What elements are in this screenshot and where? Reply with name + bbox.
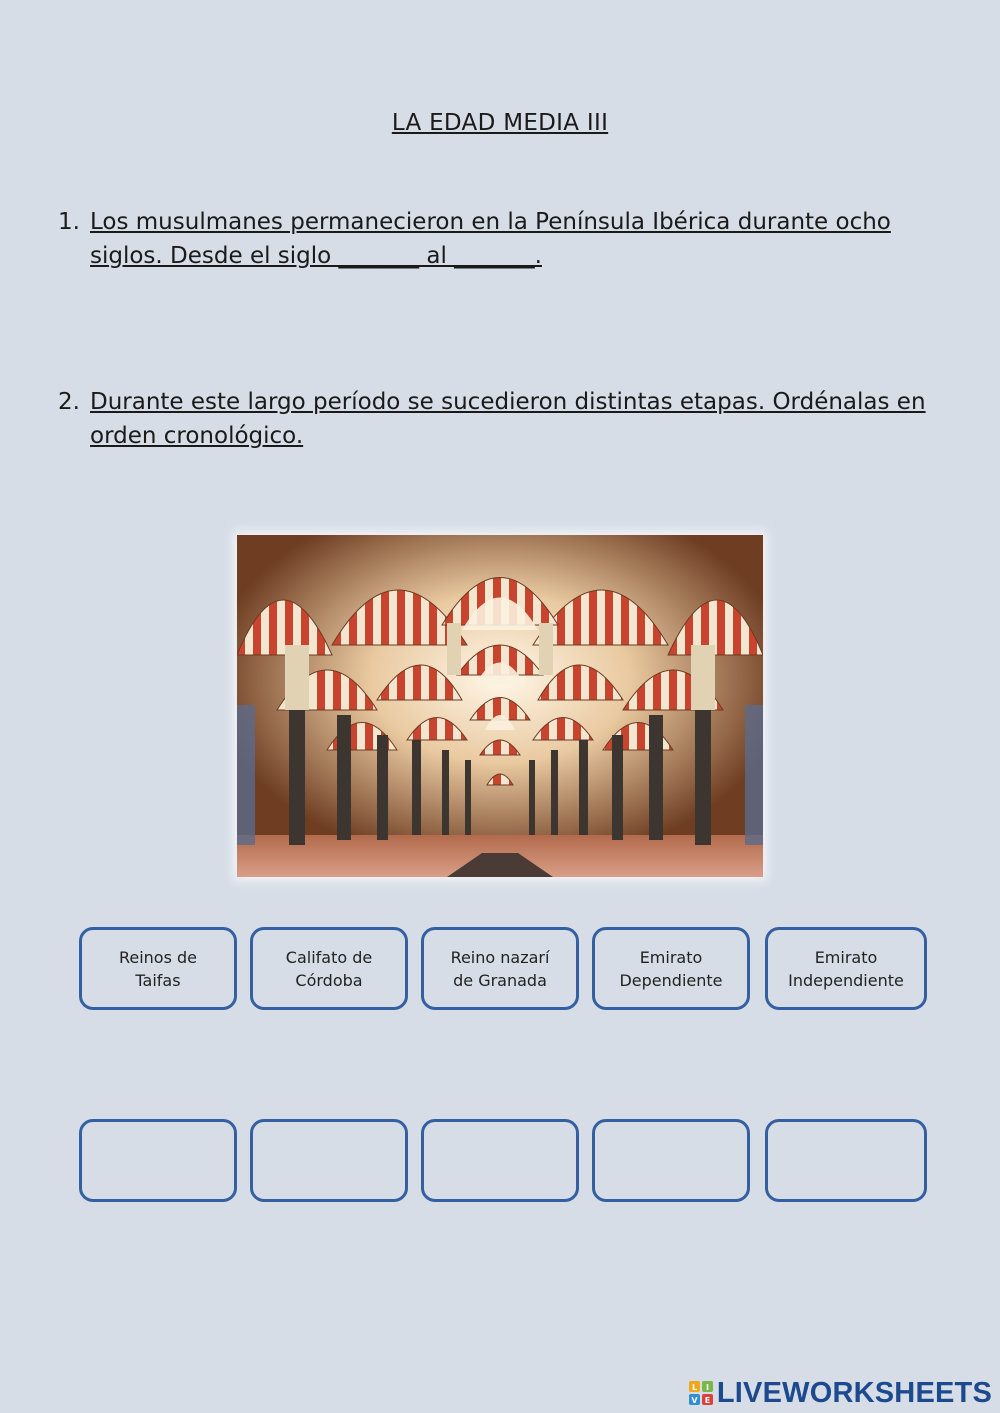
question-1 [58,205,938,273]
card-reinos-de-taifas[interactable] [79,927,237,1010]
card-line: de Granada [453,970,547,990]
card-califato-de-cordoba[interactable] [250,927,408,1010]
drop-slots [79,1119,927,1206]
svg-text:E: E [704,1396,711,1405]
drop-slot-3[interactable] [421,1119,579,1202]
liveworksheets-badge-icon [689,1381,713,1405]
card-line: Taifas [135,970,181,990]
card-line: Emirato [639,947,703,967]
answer-cards [79,927,927,1014]
drop-slot-5[interactable] [765,1119,927,1202]
card-line: Reino nazarí [450,947,550,967]
question-text: Los musulmanes permanecieron en la Península Ibérica durante ocho siglos. Desde el siglo _______ al _______. [90,209,891,269]
drop-slot-4[interactable] [592,1119,750,1202]
mosque-photo [237,535,763,877]
page-title: LA EDAD MEDIA III [391,110,609,136]
card-line: Reinos de [118,947,198,967]
card-line: Califato de [285,947,373,967]
drop-slot-1[interactable] [79,1119,237,1202]
svg-text:I: I [705,1383,709,1392]
card-emirato-dependiente[interactable] [592,927,750,1010]
card-label [451,946,550,992]
card-label [788,946,904,992]
logo-text: LIVEWORKSHEETS [716,1376,992,1409]
question-2 [58,385,938,453]
question-number: 1. [58,209,80,235]
card-line: Independiente [788,970,904,990]
question-number: 2. [58,389,80,415]
svg-text:V: V [691,1396,698,1405]
card-reino-nazari-de-granada[interactable] [421,927,579,1010]
drop-slot-2[interactable] [250,1119,408,1202]
svg-text:L: L [691,1383,697,1392]
card-line: Córdoba [295,970,363,990]
question-text: Durante este largo período se sucedieron distintas etapas. Ordénalas en orden cronológico. [90,389,926,449]
card-label [619,946,722,992]
liveworksheets-logo[interactable] [689,1376,992,1410]
card-line: Emirato [814,947,878,967]
card-line: Dependiente [619,970,723,990]
card-label [119,946,197,992]
card-label [286,946,372,992]
mezquita-arches-illustration [237,535,763,877]
card-emirato-independiente[interactable] [765,927,927,1010]
